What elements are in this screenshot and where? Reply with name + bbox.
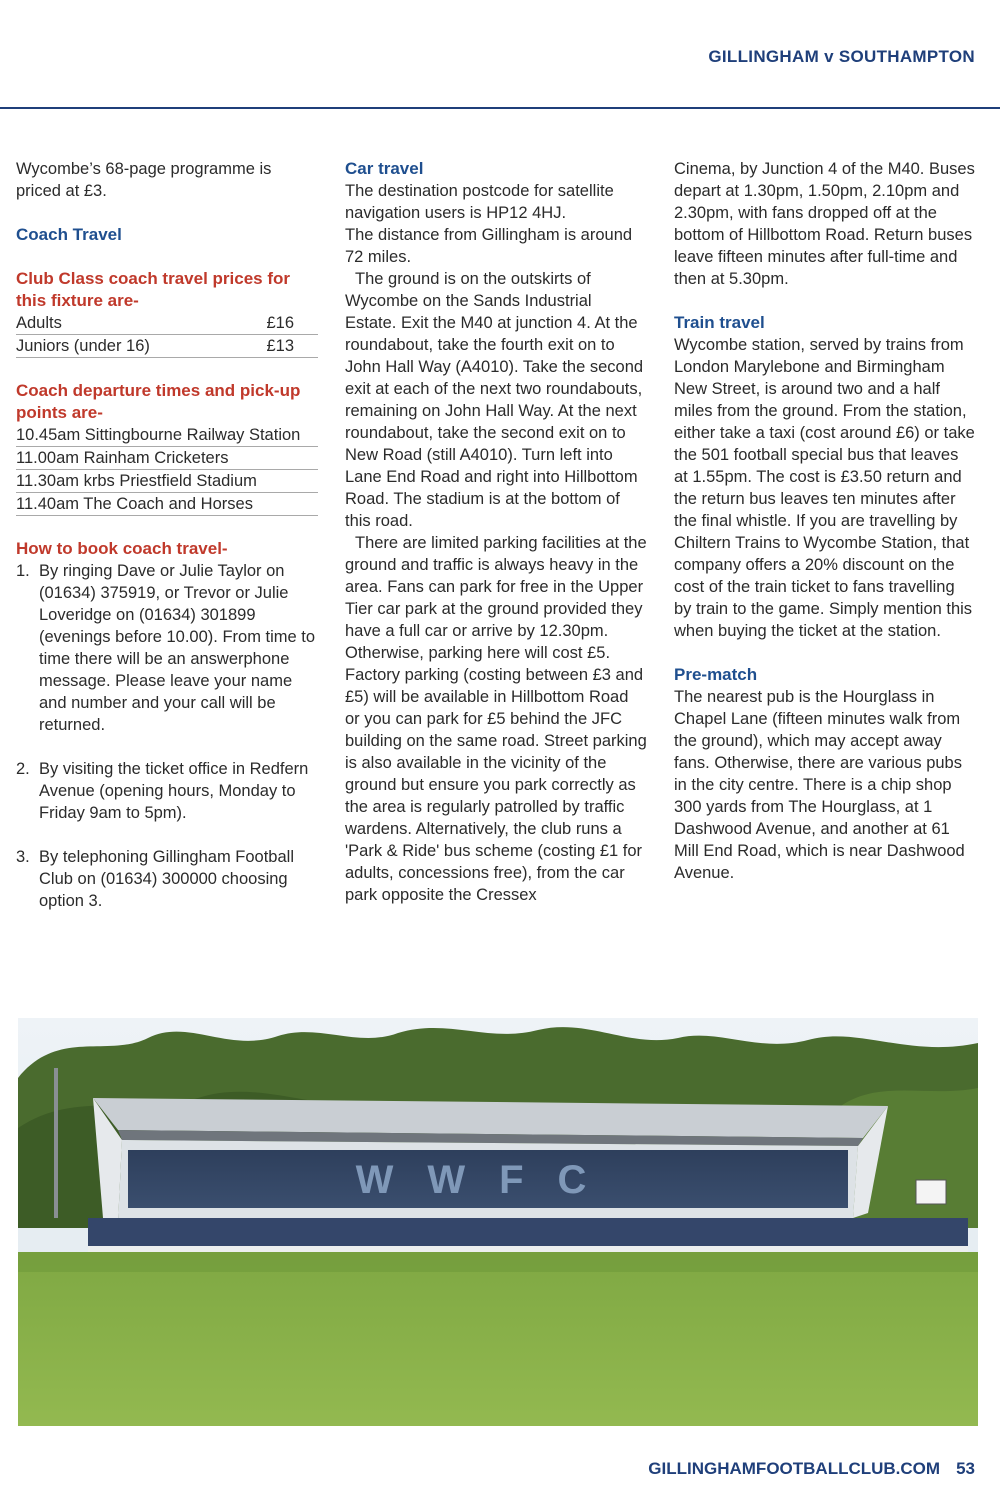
column-2 [345,158,647,906]
footer-website: GILLINGHAMFOOTBALLCLUB.COM [648,1459,941,1478]
pitch-stripe [18,1252,978,1272]
departure-item: 10.45am Sittingbourne Railway Station [16,424,318,447]
booking-item [16,560,318,736]
pre-match-paragraph: The nearest pub is the Hourglass in Chapel Lane (fifteen minutes walk from the ground), which may accept away fans. Otherwise, there are various pubs in the city centre. There is a chip shop 300 yards from The Hourglass, at 1 Dashwood Avenue, and another at 61 Mill End Road, which is near Dashwood Avenue. [674,688,965,882]
booking-number: 1. [16,562,30,580]
train-paragraph: Wycombe station, served by trains from London Marylebone and Birmingham New Street, is around two and a half miles from the ground. From the station, either take a taxi (cost around £6) or take the 501 football special bus that leaves at 1.55pm. The cost is £3.50 return and the return bus leaves ten minutes after the final whistle. If you are travelling by Chiltern Trains to Wycombe Station, that company offers a 20% discount on the cost of the train ticket to fans travelling by train to the game. Simply mention this when buying the ticket at the station. [674,336,975,640]
price-value: £16 [266,314,294,332]
page-number: 53 [956,1459,975,1478]
booking-text: By ringing Dave or Julie Taylor on (01634) 375919, or Trevor or Julie Loveridge on (01634) 301899 (evenings before 10.00). From time to time there will be an answerphone message. Please leave your name and number and your call will be returned. [39,562,316,734]
stadium-illustration [18,1018,978,1426]
header-divider [0,107,1000,109]
price-row [16,335,318,358]
departure-item: 11.00am Rainham Cricketers [16,447,318,470]
pitch-grass [18,1252,978,1426]
coach-travel-heading: Coach Travel [16,225,122,244]
booking-item [16,846,318,912]
pre-match-heading: Pre-match [674,665,758,684]
departure-item: 11.30am krbs Priestfield Stadium [16,470,318,493]
lower-tier-seats [88,1218,968,1250]
car-paragraph: The ground is on the outskirts of Wycombe on the Sands Industrial Estate. Exit the M40 at junction 4. At the roundabout, take the fourth exit on to John Hall Way (A4010). Take the second exit at each of the next two roundabouts, remaining on John Hall Way. At the next roundabout, take the second exit on to New Road (still A4010). Turn left into Lane End Road and right into Hillbottom Road. The stadium is at the bottom of this road. [345,270,644,530]
departure-list [16,424,318,516]
price-value: £13 [266,337,294,355]
train-travel-heading: Train travel [674,313,765,332]
departure-times-heading: Coach departure times and pick-up points are- [16,381,301,422]
page-header-title: GILLINGHAM v SOUTHAMPTON [708,47,975,66]
prices-heading: Club Class coach travel prices for this fixture are- [16,269,290,310]
departure-item: 11.40am The Coach and Horses [16,493,318,516]
booking-heading: How to book coach travel- [16,539,228,558]
car-travel-heading: Car travel [345,159,424,178]
price-table [16,312,318,358]
car-paragraph: The distance from Gillingham is around 72 miles. [345,226,633,266]
price-label: Juniors (under 16) [16,337,150,355]
column-1 [16,158,318,934]
price-row [16,312,318,335]
stand-lettering: WWFC [355,1158,621,1202]
booking-list [16,560,318,912]
column-3 [674,158,976,884]
price-label: Adults [16,314,62,332]
scoreboard [916,1180,946,1204]
booking-item [16,758,318,824]
booking-text: By telephoning Gillingham Football Club on (01634) 300000 choosing option 3. [39,848,294,910]
booking-text: By visiting the ticket office in Redfern Avenue (opening hours, Monday to Friday 9am to 5pm). [39,760,309,822]
car-paragraph: There are limited parking facilities at the ground and traffic is always heavy in the area. Fans can park for free in the Upper Tier car park at the ground provided they have a full car or arrive by 12.30pm. Otherwise, parking here will cost £5. Factory parking (costing between £3 and £5) will be available in Hillbottom Road or you can park for £5 behind the JFC building on the same road. Street parking is also available in the vicinity of the ground but ensure you park correctly as the area is regularly patrolled by traffic wardens. Alternatively, the club runs a 'Park & Ride' bus scheme (costing £1 for adults, concessions free), from the car park opposite the Cressex [345,534,647,904]
car-paragraph: The destination postcode for satellite navigation users is HP12 4HJ. [345,182,614,222]
pitch-perimeter [88,1246,968,1252]
booking-number: 2. [16,760,30,778]
programme-text: Wycombe’s 68-page programme is priced at £3. [16,160,272,200]
car-continued-paragraph: Cinema, by Junction 4 of the M40. Buses depart at 1.30pm, 1.50pm, 2.10pm and 2.30pm, with fans dropped off at the bottom of Hillbottom Road. Return buses leave fifteen minutes after full-time and then at 5.30pm. [674,160,975,288]
booking-number: 3. [16,848,30,866]
stadium-photo [18,1018,978,1426]
page-footer [648,1459,975,1479]
floodlight-pole [54,1068,58,1218]
